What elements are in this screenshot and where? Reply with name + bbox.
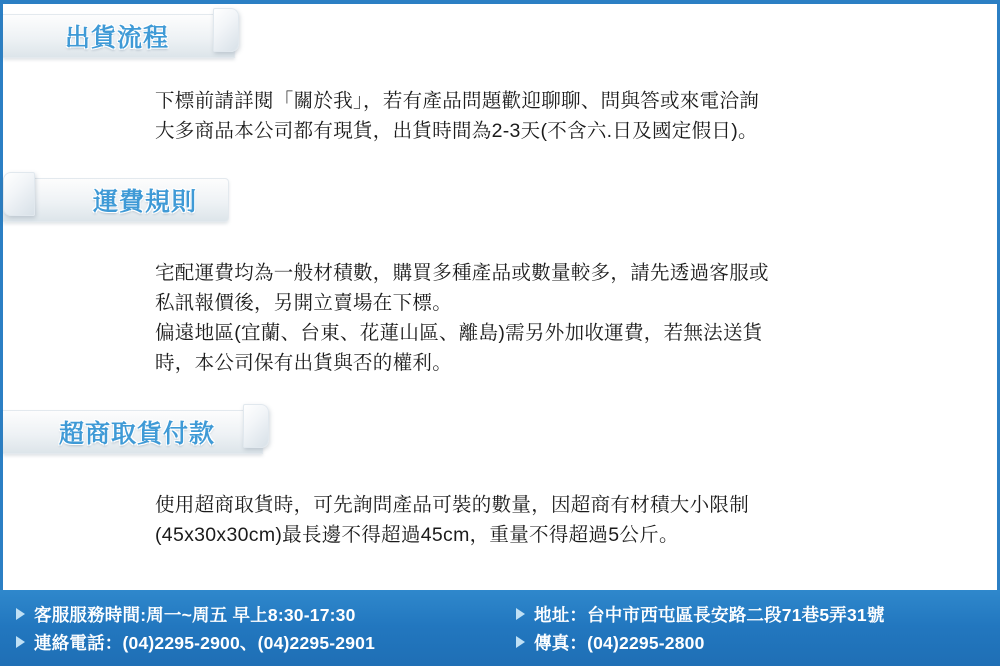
section-body-shipping: 下標前請詳閱「關於我」，若有產品問題歡迎聊聊、問與答或來電洽詢 大多商品本公司都有現貨，出貨時間為2-3天(不含六.日及國定假日)。 <box>155 90 760 142</box>
section-heading-label-cvs: 超商取貨付款 <box>59 420 216 448</box>
section-heading-freight <box>3 172 253 228</box>
footer-phone-label: 連絡電話：(04)2295-2900、(04)2295-2901 <box>34 632 376 653</box>
footer-phone <box>16 630 516 655</box>
section-heading-label-freight: 運費規則 <box>93 188 198 216</box>
section-heading-cvs <box>3 404 293 460</box>
arrow-right-icon <box>516 636 525 648</box>
section-heading-label-shipping: 出貨流程 <box>65 24 170 52</box>
section-heading-shipping <box>3 8 265 64</box>
contact-footer <box>0 590 1000 666</box>
page-curl-icon <box>243 404 269 448</box>
arrow-right-icon <box>516 608 525 620</box>
top-border <box>0 0 1000 4</box>
footer-address-label: 地址：台中市西屯區長安路二段71巷5弄31號 <box>534 604 885 625</box>
section-body-cvs: 使用超商取貨時，可先詢問產品可裝的數量，因超商有材積大小限制 (45x30x30cm)最長邊不得超過45cm，重量不得超過5公斤。 <box>155 494 750 546</box>
footer-row-1 <box>16 600 984 628</box>
footer-fax-label: 傳真：(04)2295-2800 <box>534 632 705 653</box>
footer-fax <box>516 630 705 655</box>
section-body-freight: 宅配運費均為一般材積數，購買多種產品或數量較多，請先透過客服或 私訊報價後，另開立賣場在下標。 偏遠地區(宜蘭、台東、花蓮山區、離島)需另外加收運費，若無法送貨 時，本公司保有出貨與否的權利。 <box>155 262 769 374</box>
page-curl-icon <box>213 8 239 52</box>
footer-service-hours <box>16 602 516 627</box>
footer-address <box>516 602 885 627</box>
page-curl-icon <box>3 172 35 216</box>
footer-service-hours-label: 客服服務時間:周一~周五 早上8:30-17:30 <box>34 604 356 625</box>
arrow-right-icon <box>16 608 25 620</box>
footer-row-2 <box>16 628 984 656</box>
arrow-right-icon <box>16 636 25 648</box>
